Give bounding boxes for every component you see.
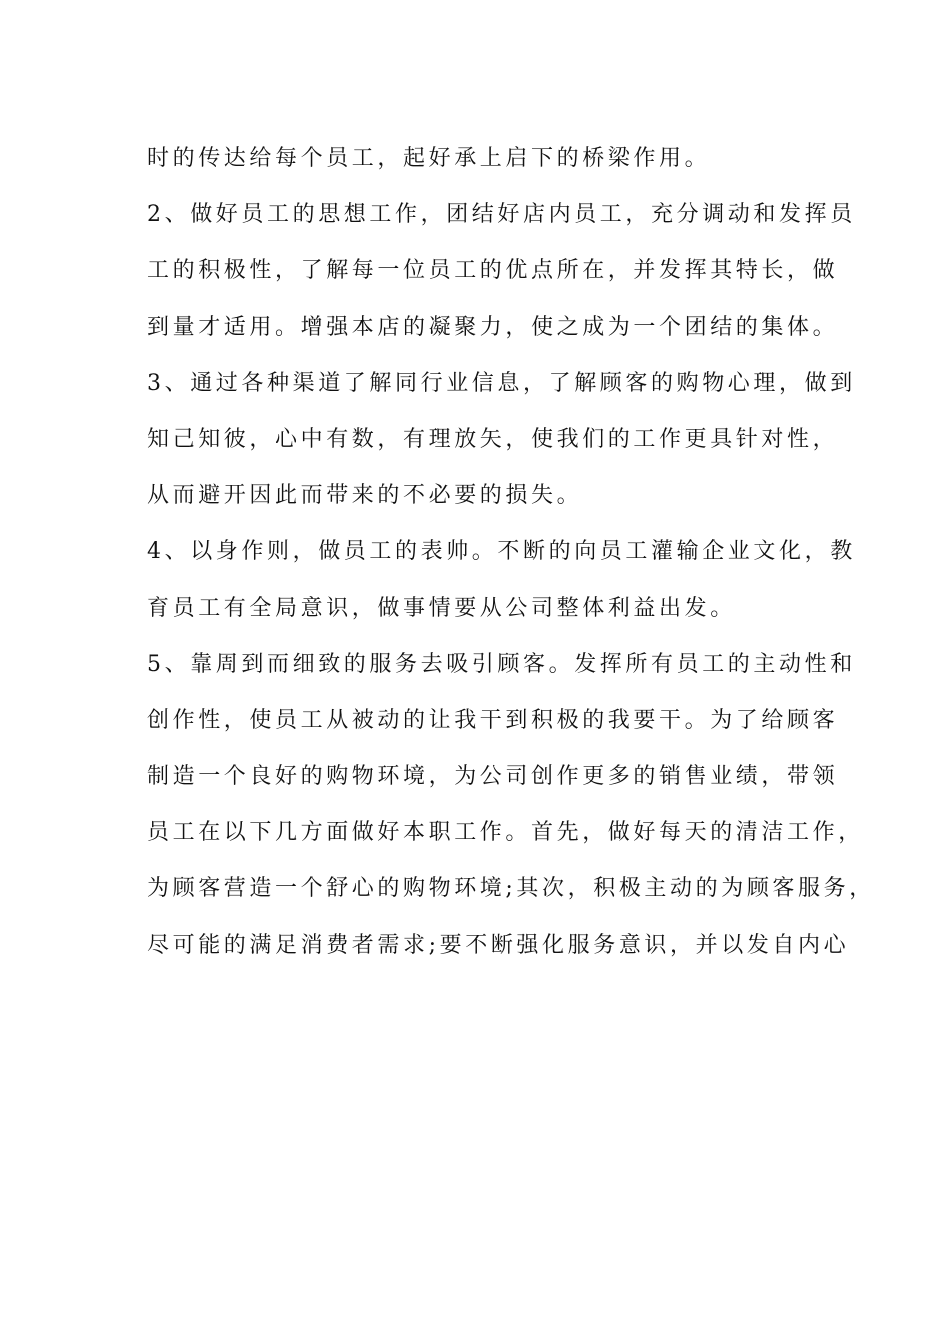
text-line: 为顾客营造一个舒心的购物环境;其次，积极主动的为顾客服务，: [147, 876, 875, 902]
text-line: 知己知彼，心中有数，有理放矢，使我们的工作更具针对性，: [147, 426, 839, 452]
text-line: 育员工有全局意识，做事情要从公司整体利益出发。: [147, 595, 736, 621]
text-line: 4、以身作则，做员工的表帅。不断的向员工灌输企业文化，教: [147, 539, 856, 565]
text-line: 2、做好员工的思想工作，团结好店内员工，充分调动和发挥员: [147, 202, 856, 228]
text-line: 时的传达给每个员工，起好承上启下的桥梁作用。: [147, 146, 711, 171]
text-line: 制造一个良好的购物环境，为公司创作更多的销售业绩，带领: [147, 764, 839, 790]
text-line: 3、通过各种渠道了解同行业信息，了解顾客的购物心理，做到: [147, 370, 856, 396]
text-line: 工的积极性，了解每一位员工的优点所在，并发挥其特长，做: [147, 258, 839, 284]
text-line: 从而避开因此而带来的不必要的损失。: [147, 483, 583, 509]
text-line: 员工在以下几方面做好本职工作。首先，做好每天的清洁工作，: [147, 820, 864, 846]
text-line: 创作性，使员工从被动的让我干到积极的我要干。为了给顾客: [147, 707, 839, 733]
text-line: 5、靠周到而细致的服务去吸引顾客。发挥所有员工的主动性和: [147, 651, 856, 677]
text-line: 尽可能的满足消费者需求;要不断强化服务意识，并以发自内心: [147, 932, 850, 958]
document-body-text: [147, 131, 875, 974]
text-line: 到量才适用。增强本店的凝聚力，使之成为一个团结的集体。: [147, 314, 839, 340]
